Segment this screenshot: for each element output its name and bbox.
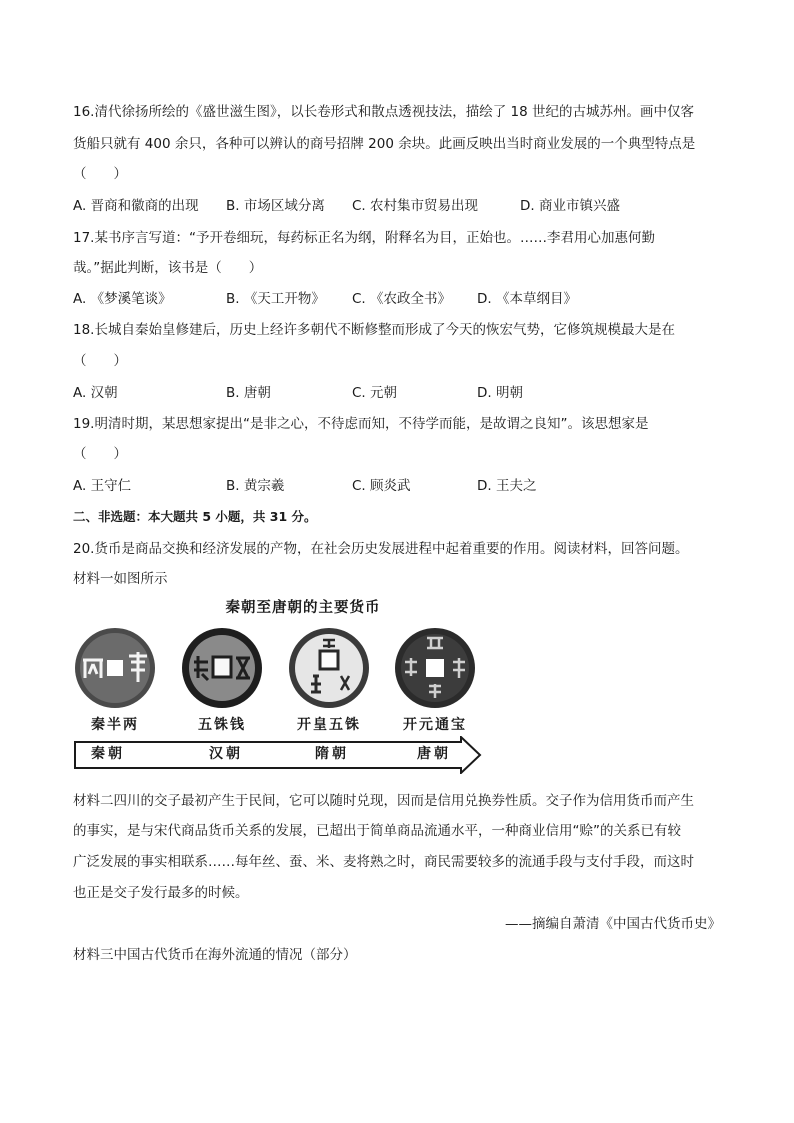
q17-option-a: A. 《梦溪笔谈》	[73, 291, 172, 307]
q16-option-a: A. 晋商和徽商的出现	[73, 198, 199, 214]
wuzhu-coin-icon	[180, 626, 264, 710]
q20-stem: 20.货币是商品交换和经济发展的产物，在社会历史发展进程中起着重要的作用。阅读材料，回答问题。	[73, 541, 689, 557]
q20-material3-label: 材料三中国古代货币在海外流通的情况（部分）	[73, 947, 357, 963]
coin-label-tang: 开元通宝	[403, 717, 467, 733]
q16-option-d: D. 商业市镇兴盛	[520, 198, 620, 214]
q18-option-b: B. 唐朝	[226, 385, 271, 401]
q16-answer-paren: （ ）	[73, 166, 127, 182]
q19-option-a: A. 王守仁	[73, 478, 132, 494]
q17-stem-line2: 哉。”据此判断，该书是（ ）	[73, 260, 263, 276]
dynasty-tang: 唐朝	[417, 746, 451, 762]
q20-material2-line3: 广泛发展的事实相联系……每年丝、蚕、米、麦将熟之时，商民需要较多的流通手段与支付手段，而这时	[73, 854, 694, 870]
q18-answer-paren: （ ）	[73, 353, 127, 369]
q20-material1-label: 材料一如图所示	[73, 571, 168, 587]
q16-option-c: C. 农村集市贸易出现	[352, 198, 479, 214]
q18-stem-line1: 18.长城自秦始皇修建后，历史上经许多朝代不断修整而形成了今天的恢宏气势，它修筑规模最大是在	[73, 322, 675, 338]
q20-material2-line2: 的事实，是与宋代商品货币关系的发展，已超出于简单商品流通水平，一种商业信用“赊”的关系已有较	[73, 823, 681, 839]
q20-material2-line1: 材料二四川的交子最初产生于民间，它可以随时兑现，因而是信用兑换券性质。交子作为信用货币而产生	[73, 793, 694, 809]
q19-option-b: B. 黄宗羲	[226, 478, 285, 494]
q19-stem-line1: 19.明清时期，某思想家提出“是非之心，不待虑而知，不待学而能，是故谓之良知”。该思想家是	[73, 416, 649, 432]
q19-option-d: D. 王夫之	[477, 478, 537, 494]
dynasty-qin: 秦朝	[91, 746, 125, 762]
q16-stem-line1: 16.清代徐扬所绘的《盛世滋生图》，以长卷形式和散点透视技法，描绘了 18 世纪的古城苏州。画中仅客	[73, 104, 694, 120]
q18-option-d: D. 明朝	[477, 385, 523, 401]
coin-label-sui: 开皇五铢	[297, 717, 361, 733]
coin-label-qin: 秦半两	[91, 717, 139, 733]
q18-option-a: A. 汉朝	[73, 385, 118, 401]
q19-answer-paren: （ ）	[73, 446, 127, 462]
q16-stem-line2: 货船只就有 400 余只，各种可以辨认的商号招牌 200 余块。此画反映出当时商业发展的一个典型特点是	[73, 136, 696, 152]
banliang-coin-icon	[73, 626, 157, 710]
section-heading: 二、非选题：本大题共 5 小题，共 31 分。	[73, 509, 317, 524]
coin-label-han: 五铢钱	[198, 717, 246, 733]
q17-option-b: B. 《天工开物》	[226, 291, 325, 307]
q20-material2-source: ——摘编自萧清《中国古代货币史》	[505, 916, 721, 932]
dynasty-han: 汉朝	[209, 746, 243, 762]
q19-option-c: C. 顾炎武	[352, 478, 411, 494]
q17-option-c: C. 《农政全书》	[352, 291, 452, 307]
q17-stem-line1: 17.某书序言写道：“予开卷细玩，每药标正名为纲，附释名为目，正始也。……李君用心加惠何勤	[73, 230, 655, 246]
currency-figure	[73, 596, 483, 776]
dynasty-sui: 隋朝	[315, 746, 349, 762]
figure-title: 秦朝至唐朝的主要货币	[225, 599, 381, 616]
q18-option-c: C. 元朝	[352, 385, 398, 401]
kaiyuan-coin-icon	[393, 626, 477, 710]
q17-option-d: D. 《本草纲目》	[477, 291, 577, 307]
q20-material2-line4: 也正是交子发行最多的时候。	[73, 885, 249, 901]
kaihuang-coin-icon	[287, 626, 371, 710]
q16-option-b: B. 市场区域分离	[226, 198, 325, 214]
